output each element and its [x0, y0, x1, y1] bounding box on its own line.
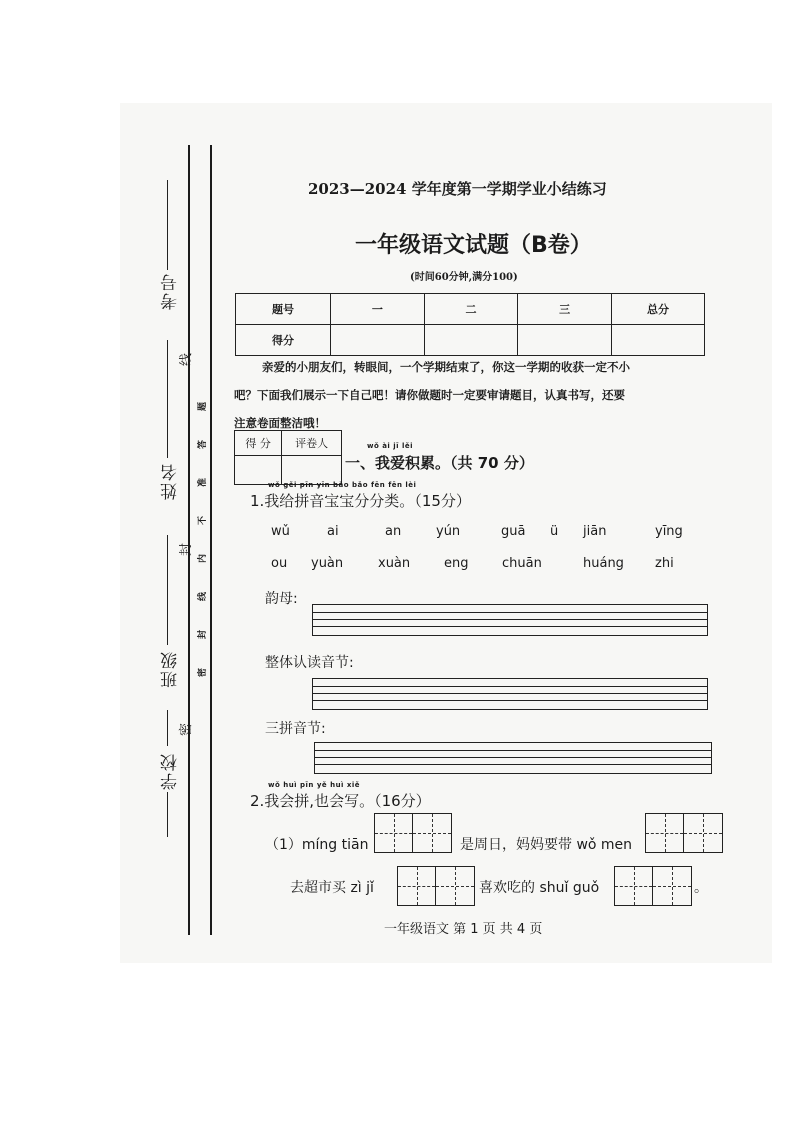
- tianzige-cell[interactable]: [646, 814, 684, 852]
- guide-line: [313, 619, 707, 620]
- seal-notice-char: 准: [198, 477, 209, 488]
- exam-number-underline: [167, 180, 168, 270]
- score-table: [235, 293, 705, 356]
- guide-line: [315, 750, 711, 751]
- intro-line-3: 注意卷面整洁哦！: [234, 416, 326, 430]
- page-footer: 一年级语文 第 1 页 共 4 页: [384, 922, 543, 937]
- score-header-cell: 一: [331, 294, 425, 325]
- q1-title: 1.我给拼音宝宝分分类。（15分）: [250, 492, 471, 510]
- section-1-title: 一、我爱积累。（共 70 分）: [345, 454, 534, 472]
- triple-syllables-writing-lines[interactable]: [314, 742, 712, 774]
- seal-mark-seal: 封: [179, 542, 195, 557]
- time-note: (时间60分钟,满分100): [410, 272, 518, 283]
- pinyin-syllable: wǔ: [271, 524, 290, 539]
- pinyin-syllable: yīng: [655, 524, 683, 539]
- tianzige-cell[interactable]: [375, 814, 413, 852]
- binding-line-outer: [210, 145, 212, 935]
- label-triple-syllables: 三拼音节:: [265, 721, 326, 737]
- tianzige-writing-box[interactable]: [374, 813, 452, 853]
- school-underline: [167, 710, 168, 746]
- pinyin-syllable: ai: [327, 524, 339, 539]
- guide-line: [313, 693, 707, 694]
- score-header-cell: 二: [424, 294, 518, 325]
- q2-sentence-1-start: （1）míng tiān: [265, 837, 369, 853]
- seal-notice-char: 密: [198, 667, 209, 678]
- score-header-cell: 题号: [236, 294, 331, 325]
- score-row-label: 得分: [236, 325, 331, 356]
- seal-notice-char: 封: [198, 629, 209, 640]
- tianzige-cell[interactable]: [653, 867, 691, 905]
- name-underline: [167, 340, 168, 458]
- grader-header-score: 得 分: [235, 431, 282, 456]
- q2-title: 2.我会拼,也会写。（16分）: [250, 792, 431, 810]
- q2-pinyin: wǒ huì pīn yě huì xiě: [268, 781, 361, 789]
- seal-mark-line: 线: [179, 352, 195, 367]
- sidebar-field-exam-number: 考号: [161, 272, 181, 310]
- pinyin-syllable: huáng: [583, 556, 624, 571]
- seal-notice-char: 内: [198, 553, 209, 564]
- grader-table: [234, 430, 342, 485]
- whole-syllables-writing-lines[interactable]: [312, 678, 708, 710]
- label-finals: 韵母:: [265, 591, 298, 607]
- guide-line: [313, 612, 707, 613]
- school-underline-lower: [167, 792, 168, 837]
- intro-line-1: 亲爱的小朋友们，转眼间，一个学期结束了，你这一学期的收获一定不小: [262, 360, 630, 374]
- pinyin-syllable: jiān: [583, 524, 607, 539]
- tianzige-writing-box[interactable]: [397, 866, 475, 906]
- q1-pinyin: wǒ gěi pīn yīn bǎo bǎo fēn fēn lèi: [268, 481, 417, 489]
- seal-notice-char: 不: [198, 515, 209, 526]
- seal-notice-char: 线: [198, 591, 209, 602]
- seal-notice-char: 题: [198, 401, 209, 412]
- tianzige-cell[interactable]: [398, 867, 436, 905]
- finals-writing-lines[interactable]: [312, 604, 708, 636]
- tianzige-cell[interactable]: [413, 814, 451, 852]
- tianzige-cell[interactable]: [615, 867, 653, 905]
- q2-sentence-2-start: 去超市买 zì jǐ: [290, 880, 374, 896]
- tianzige-writing-box[interactable]: [614, 866, 692, 906]
- sidebar-field-school: 学校: [161, 752, 181, 790]
- seal-notice-char: 答: [198, 439, 209, 450]
- pinyin-syllable: guā: [501, 524, 526, 539]
- score-input-cell[interactable]: [424, 325, 518, 356]
- guide-line: [315, 764, 711, 765]
- pinyin-syllable: ü: [550, 524, 559, 539]
- tianzige-cell[interactable]: [684, 814, 722, 852]
- pinyin-syllable: ou: [271, 556, 288, 571]
- seal-mark-secret: 密: [179, 722, 195, 737]
- score-input-cell[interactable]: [518, 325, 612, 356]
- exam-title: 一年级语文试题（B卷）: [355, 233, 592, 258]
- pinyin-syllable: an: [385, 524, 402, 539]
- pinyin-syllable: zhi: [655, 556, 674, 571]
- pinyin-syllable: xuàn: [378, 556, 411, 571]
- tianzige-writing-box[interactable]: [645, 813, 723, 853]
- guide-line: [313, 626, 707, 627]
- pinyin-syllable: yuàn: [311, 556, 344, 571]
- guide-line: [313, 686, 707, 687]
- section-1-pinyin: wǒ ài jī lěi: [367, 442, 414, 450]
- guide-line: [313, 700, 707, 701]
- grader-header-grader: 评卷人: [282, 431, 342, 456]
- pinyin-syllable: chuān: [502, 556, 542, 571]
- sidebar-field-class: 班级: [161, 650, 181, 688]
- score-input-cell[interactable]: [612, 325, 705, 356]
- binding-line-inner: [188, 145, 190, 935]
- pinyin-syllable: yún: [436, 524, 461, 539]
- score-input-cell[interactable]: [331, 325, 425, 356]
- exam-subtitle: 2023—2024 学年度第一学期学业小结练习: [308, 180, 607, 198]
- q2-sentence-2-middle: 喜欢吃的 shuǐ guǒ: [479, 880, 600, 896]
- label-whole-syllables: 整体认读音节:: [265, 655, 354, 671]
- q2-sentence-2-end: 。: [694, 880, 708, 896]
- pinyin-syllable: eng: [444, 556, 469, 571]
- guide-line: [315, 757, 711, 758]
- q2-sentence-1-middle: 是周日，妈妈要带 wǒ men: [460, 837, 633, 853]
- class-underline: [167, 535, 168, 645]
- sidebar-field-name: 姓名: [161, 462, 181, 500]
- score-header-cell: 总分: [612, 294, 705, 325]
- score-header-cell: 三: [518, 294, 612, 325]
- intro-line-2: 吧？下面我们展示一下自己吧！请你做题时一定要审请题目，认真书写，还要: [234, 388, 625, 402]
- tianzige-cell[interactable]: [436, 867, 474, 905]
